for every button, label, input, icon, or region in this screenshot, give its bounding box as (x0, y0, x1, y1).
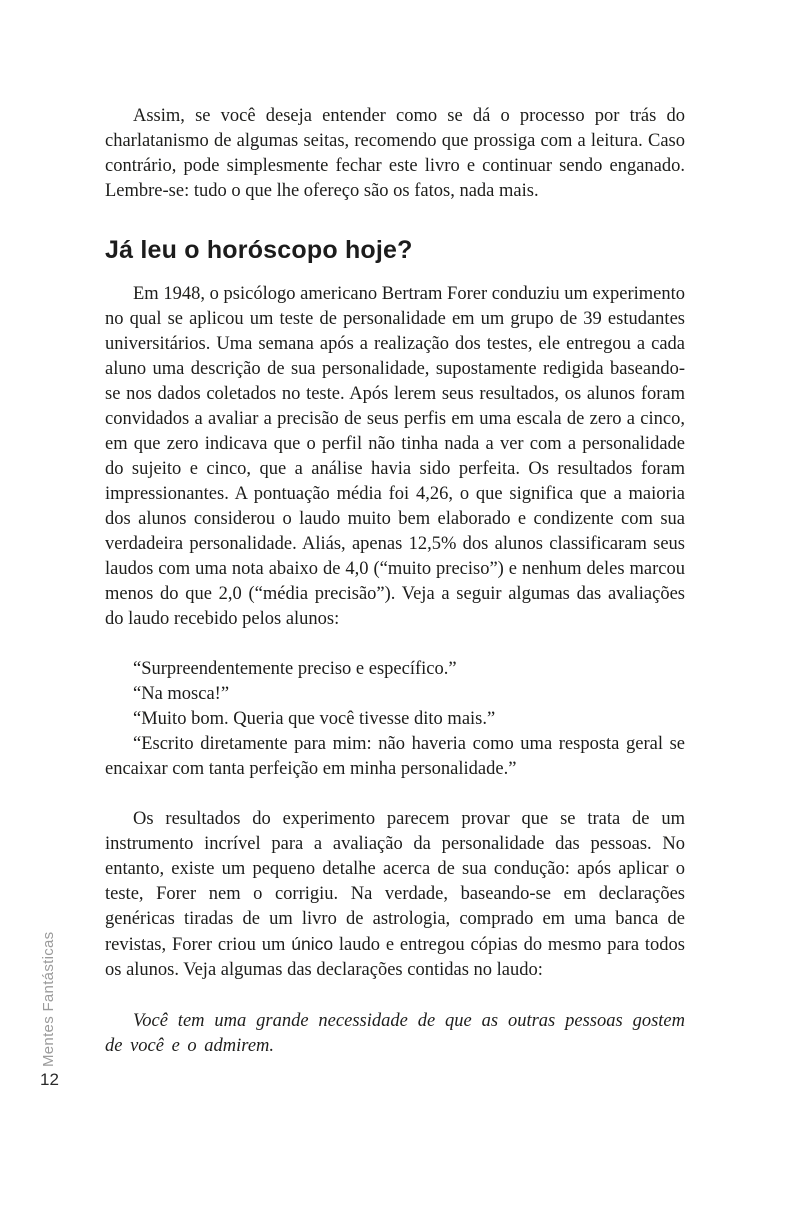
quote-line: “Surpreendentemente preciso e específico.” (133, 659, 457, 679)
section-heading: Já leu o horóscopo hoje? (105, 236, 413, 264)
quote-line: “Muito bom. Queria que você tivesse dito mais.” (133, 709, 496, 729)
sidebar-book-title: Mentes Fantásticas (40, 931, 57, 1067)
emphasis-word: único (291, 934, 334, 954)
statement-quote: Você tem uma grande necessidade de que as outras pessoas gostem de você e o admirem. (105, 1011, 685, 1056)
text-column (105, 104, 685, 1059)
page-number: 12 (40, 1070, 59, 1089)
paragraph-intro: Assim, se você deseja entender como se dá o processo por trás do charlatanismo de algumas seitas, recomendo que prossiga com a leitura. Caso contrário, pode simplesmente fechar este livro e continuar sendo enganado. Lembre-se: tudo o que lhe ofereço são os fatos, nada mais. (105, 106, 685, 201)
paragraph-reveal-text-before: Os resultados do experimento parecem provar que se trata de um instrumento incrível para a avaliação da personalidade das pessoas. No entanto, existe um pequeno detalhe acerca de sua condução: após aplicar o teste, Forer nem o corrigiu. Na verdade, baseando-se em declarações genéricas tiradas de um livro de astrologia, comprado em uma banca de revistas, Forer criou um (105, 809, 685, 955)
paragraph-reveal (105, 807, 685, 983)
quote-line: “Escrito diretamente para mim: não haveria como uma resposta geral se encaixar com tanta perfeição em minha personalidade.” (105, 734, 685, 779)
quote-line: “Na mosca!” (133, 684, 230, 704)
paragraph-experiment: Em 1948, o psicólogo americano Bertram Forer conduziu um experimento no qual se aplicou um teste de personalidade em um grupo de 39 estudantes universitários. Uma semana após a realização dos testes, ele entregou a cada aluno uma descrição de sua personalidade, supostamente redigida baseando-se nos dados coletados no teste. Após lerem seus resultados, os alunos foram convidados a avaliar a precisão de seus perfis em uma escala de zero a cinco, em que zero indicava que o perfil não tinha nada a ver com a personalidade do sujeito e cinco, que a análise havia sido perfeita. Os resultados foram impressionantes. A pontuação média foi 4,26, o que significa que a maioria dos alunos considerou o laudo muito bem elaborado e condizente com sua verdadeira personalidade. Aliás, apenas 12,5% dos alunos classificaram seus laudos com uma nota abaixo de 4,0 (“muito preciso”) e nenhum deles marcou menos do que 2,0 (“média precisão”). Veja a seguir algumas das avaliações do laudo recebido pelos alunos: (105, 284, 685, 629)
student-quotes-block (105, 657, 685, 782)
paragraph-reveal-text-after: laudo e entregou cópias do mesmo para todos os alunos. Veja algumas das declarações contidas no laudo: (105, 935, 685, 980)
